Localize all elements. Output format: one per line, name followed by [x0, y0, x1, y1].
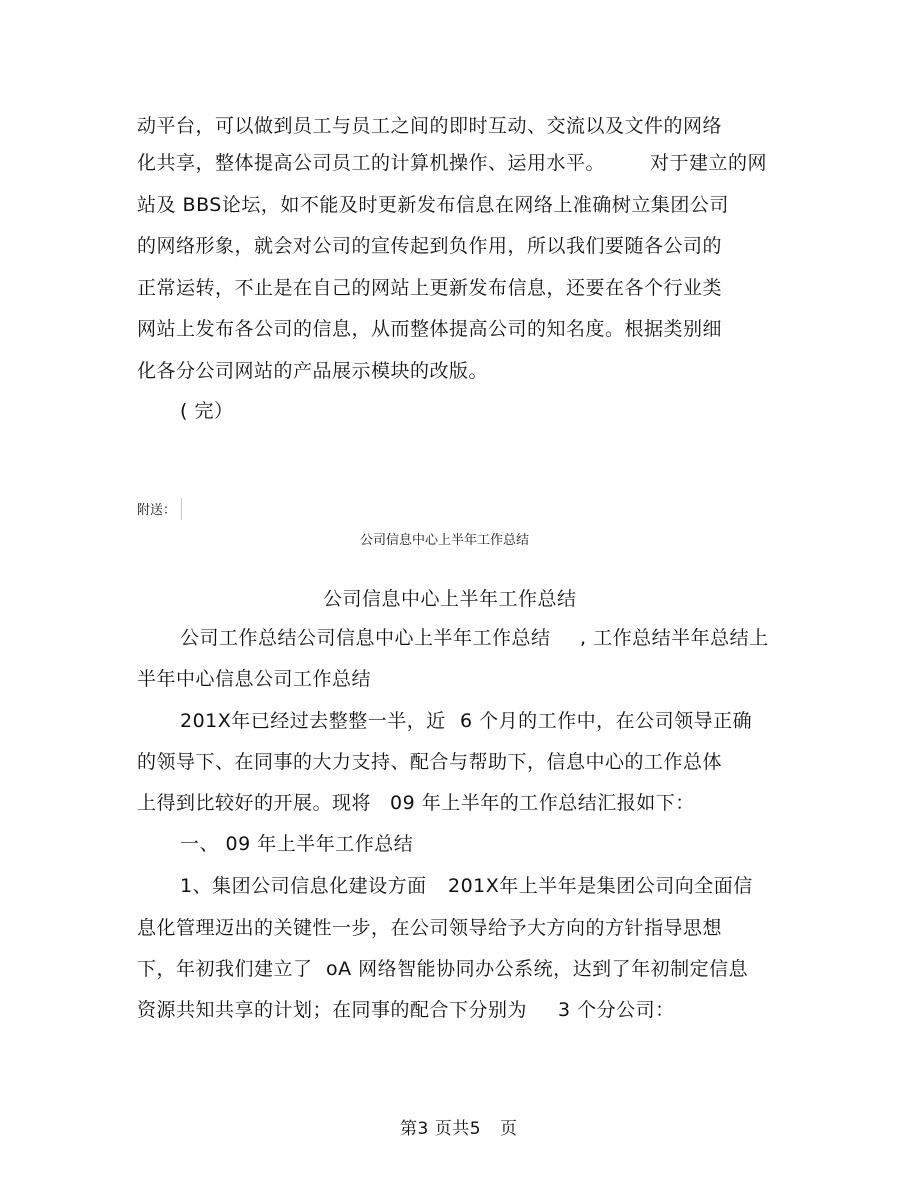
body-line-6-tail: 201X年上半年是集团公司向全面信: [448, 875, 753, 897]
body-line-7: 息化管理迈出的关键性一步，在公司领导给予大方向的方针指导思想: [137, 917, 723, 939]
body-line-1-tail: , 工作总结半年总结上: [580, 627, 769, 649]
body-line-5: 上得到比较好的开展。现将: [137, 792, 372, 814]
section-heading: 一、 09 年上半年工作总结: [180, 833, 414, 855]
attachment-label: 附送：: [137, 503, 177, 518]
attachment-small-title: 公司信息中心上半年工作总结: [360, 533, 530, 548]
body-line-9-tail: 3 个分公司：: [558, 999, 675, 1021]
paragraph-line-5: 正常运转，不止是在自己的网站上更新发布信息，还要在各个行业类: [137, 277, 723, 299]
page-number: 第3 页共5: [400, 1119, 482, 1139]
body-line-2: 半年中心信息公司工作总结: [137, 668, 372, 690]
paragraph-line-3: 站及 BBS论坛，如不能及时更新发布信息在网络上准确树立集团公司: [137, 194, 729, 216]
body-line-3-tail: 6 个月的工作中，在公司领导正确: [460, 710, 753, 732]
paragraph-line-1: 动平台，可以做到员工与员工之间的即时互动、交流以及文件的网络: [137, 115, 723, 137]
body-line-5-tail: 09 年上半年的工作总结汇报如下：: [390, 792, 695, 814]
body-line-1: 公司工作总结公司信息中心上半年工作总结: [180, 627, 551, 649]
paragraph-line-6: 网站上发布各公司的信息，从而整体提高公司的知名度。根据类别细: [137, 318, 723, 340]
attachment-divider: [181, 498, 182, 520]
paragraph-line-2: 化共享，整体提高公司员工的计算机操作、运用水平。: [137, 152, 606, 174]
end-mark: ( 完）: [180, 400, 234, 422]
body-line-8-tail: oA 网络智能协同办公系统，达到了年初制定信息: [326, 958, 749, 980]
main-title: 公司信息中心上半年工作总结: [323, 588, 577, 610]
body-line-3: 201X年已经过去整整一半，近: [180, 710, 446, 732]
body-line-4: 的领导下、在同事的大力支持、配合与帮助下，信息中心的工作总体: [137, 751, 723, 773]
paragraph-line-2-tail: 对于建立的网: [650, 152, 768, 174]
body-line-8: 下，年初我们建立了: [137, 958, 313, 980]
body-line-6: 1、集团公司信息化建设方面: [180, 875, 427, 897]
paragraph-line-7: 化各分公司网站的产品展示模块的改版。: [137, 360, 489, 382]
paragraph-line-4: 的网络形象，就会对公司的宣传起到负作用，所以我们要随各公司的: [137, 235, 723, 257]
page-number-suffix: 页: [500, 1119, 518, 1139]
body-line-9: 资源共知共享的计划；在同事的配合下分别为: [137, 999, 528, 1021]
